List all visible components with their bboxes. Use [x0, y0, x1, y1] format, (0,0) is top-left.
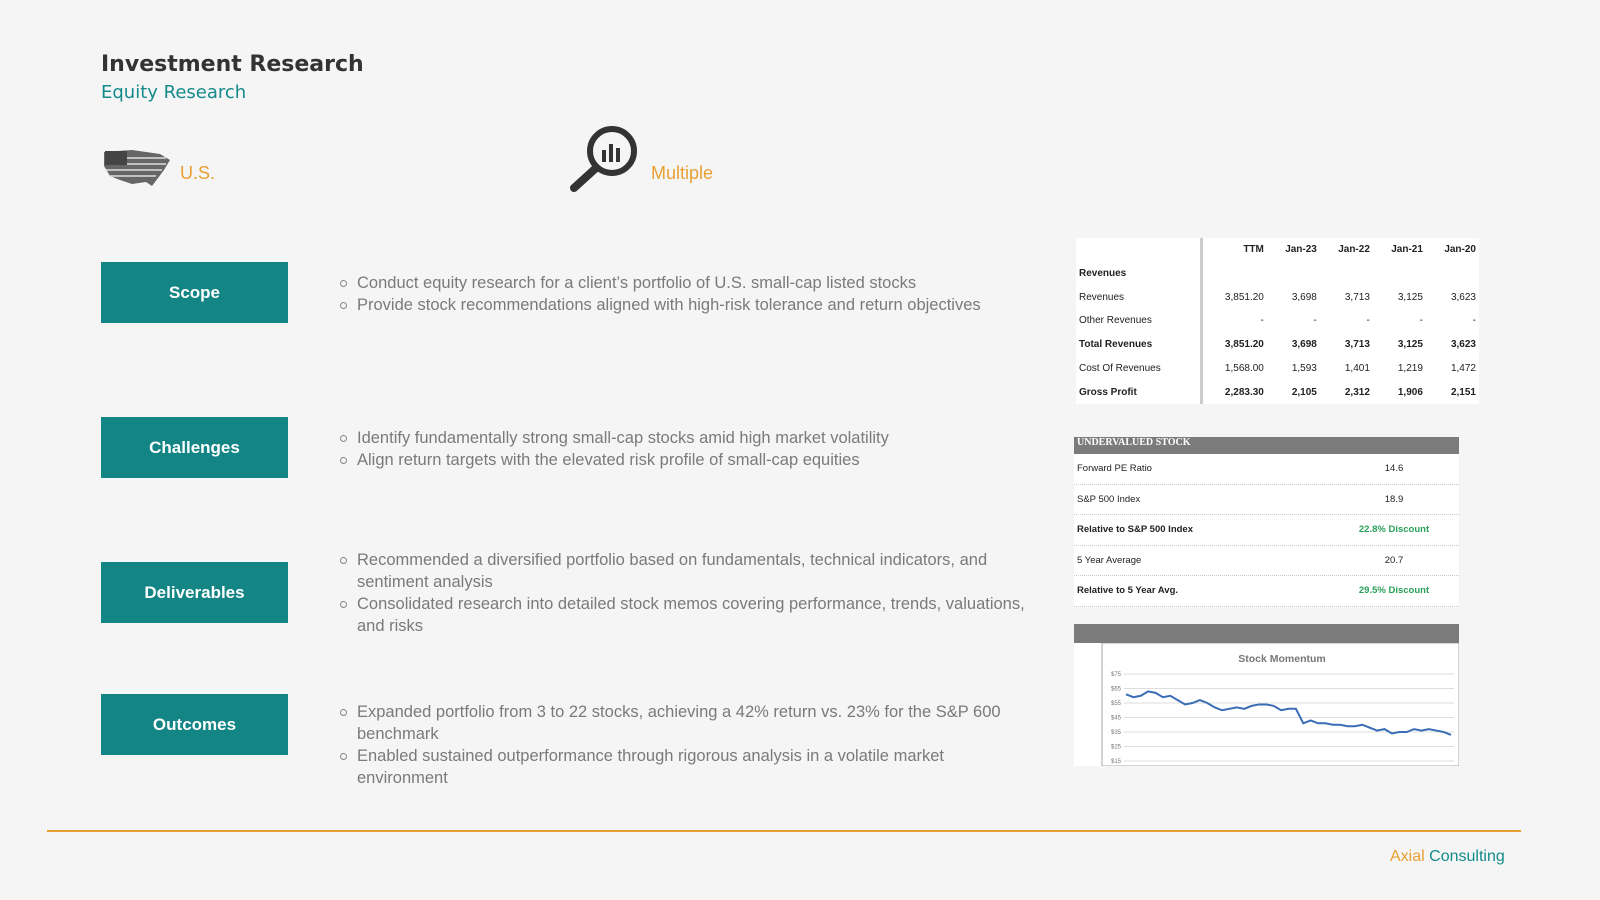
table-cell: Total Revenues	[1076, 333, 1202, 357]
section-label-challenges: Challenges	[101, 417, 288, 478]
y-tick-label: $45	[1111, 715, 1122, 722]
undervalued-row	[1074, 546, 1459, 577]
table-cell	[1373, 262, 1426, 286]
y-tick-label: $55	[1111, 701, 1122, 707]
table-cell: Gross Profit	[1076, 380, 1202, 404]
table-cell: 3,623	[1450, 291, 1476, 303]
table-row	[1076, 309, 1479, 333]
chart-title: Stock Momentum	[1238, 653, 1326, 665]
table-row	[1076, 357, 1479, 381]
table-cell: 1,568.00	[1224, 362, 1264, 374]
table-cell: 1,472	[1450, 362, 1476, 374]
table-cell: 3,851.20	[1224, 339, 1264, 351]
table-cell: -	[1260, 315, 1264, 327]
table-cell: 1,401	[1344, 362, 1370, 374]
section-bullets	[338, 272, 1028, 316]
industry-label: Multiple	[651, 163, 714, 183]
page-subtitle: Equity Research	[101, 82, 247, 103]
table-cell: -	[1366, 315, 1370, 327]
table-cell: Other Revenues	[1076, 309, 1202, 333]
us-map-icon	[102, 148, 172, 192]
table-cell: 2,151	[1450, 386, 1476, 398]
metric-value: 14.6	[1384, 463, 1404, 475]
table-row	[1076, 333, 1479, 357]
table-cell: 3,125	[1397, 291, 1423, 303]
column-header: TTM	[1243, 244, 1264, 256]
y-tick-label: $75	[1111, 672, 1122, 678]
section-bullets	[338, 549, 1028, 637]
column-header: Jan-23	[1285, 244, 1317, 256]
section-label-deliverables: Deliverables	[101, 562, 288, 623]
region-label: U.S.	[180, 163, 216, 183]
table-cell: 2,283.30	[1224, 386, 1264, 398]
undervalued-row	[1074, 576, 1459, 607]
table-cell: 3,698	[1291, 291, 1317, 303]
column-header: Jan-20	[1444, 244, 1476, 256]
table-cell: 3,851.20	[1224, 291, 1264, 303]
table-cell: -	[1472, 315, 1476, 327]
section-bullets	[338, 427, 1028, 471]
table-cell: 3,698	[1291, 339, 1317, 351]
chart-header-bar	[1074, 624, 1459, 643]
undervalued-stock-table	[1074, 437, 1459, 607]
metric-value: 22.8% Discount	[1358, 524, 1430, 536]
table-cell	[1320, 262, 1373, 286]
section-label-scope: Scope	[101, 262, 288, 323]
table-cell: -	[1313, 315, 1317, 327]
section-bullets	[338, 701, 1028, 789]
undervalued-row	[1074, 515, 1459, 546]
table-cell	[1426, 262, 1479, 286]
bullet-item: Identify fundamentally strong small-cap stocks amid high market volatility	[338, 427, 1028, 449]
table-row	[1076, 380, 1479, 404]
metric-label: S&P 500 Index	[1077, 493, 1141, 505]
metric-label: Forward PE Ratio	[1077, 463, 1152, 475]
y-tick-label: $65	[1111, 686, 1122, 693]
undervalued-row	[1074, 485, 1459, 516]
brand-consulting: Consulting	[1429, 848, 1505, 865]
table-cell: 2,312	[1344, 386, 1370, 398]
footer-divider	[47, 830, 1521, 832]
column-header	[1076, 238, 1202, 262]
table-cell: Revenues	[1076, 262, 1202, 286]
y-tick-label: $15	[1111, 759, 1122, 765]
y-tick-label: $35	[1111, 730, 1122, 736]
metric-label: 5 Year Average	[1077, 554, 1142, 566]
table-row	[1076, 262, 1479, 286]
magnifier-chart-icon	[568, 124, 640, 194]
metric-value: 20.7	[1384, 554, 1404, 566]
bullet-item: Consolidated research into detailed stock memos covering performance, trends, valuations, and risks	[338, 593, 1028, 637]
bullet-item: Recommended a diversified portfolio based on fundamentals, technical indicators, and sentiment analysis	[338, 549, 1028, 593]
bullet-item: Expanded portfolio from 3 to 22 stocks, achieving a 42% return vs. 23% for the S&P 600 benchmark	[338, 701, 1028, 745]
table-cell: 1,906	[1397, 386, 1423, 398]
table-row	[1076, 285, 1479, 309]
undervalued-row	[1074, 454, 1459, 485]
table-cell: Cost Of Revenues	[1076, 357, 1202, 381]
table-cell: 1,219	[1397, 362, 1423, 374]
table-cell	[1267, 262, 1320, 286]
section-label-outcomes: Outcomes	[101, 694, 288, 755]
financials-table	[1076, 238, 1479, 404]
stock-momentum-chart	[1074, 624, 1459, 766]
column-header: Jan-21	[1391, 244, 1423, 256]
bullet-item: Align return targets with the elevated risk profile of small-cap equities	[338, 449, 1028, 471]
page-title: Investment Research	[101, 52, 364, 77]
bullet-item: Conduct equity research for a client’s portfolio of U.S. small-cap listed stocks	[338, 272, 1028, 294]
table-cell: 3,713	[1344, 291, 1370, 303]
y-tick-label: $25	[1111, 744, 1122, 751]
bullet-item: Provide stock recommendations aligned with high-risk tolerance and return objectives	[338, 294, 1028, 316]
table-cell: 1,593	[1291, 362, 1317, 374]
metric-label: Relative to 5 Year Avg.	[1077, 585, 1179, 597]
table-cell: Revenues	[1076, 285, 1202, 309]
bullet-item: Enabled sustained outperformance through rigorous analysis in a volatile market environment	[338, 745, 1028, 789]
metric-label: Relative to S&P 500 Index	[1077, 524, 1193, 536]
table-cell: 3,125	[1397, 339, 1423, 351]
undervalued-header: UNDERVALUED STOCK	[1074, 437, 1459, 454]
metric-value: 29.5% Discount	[1358, 585, 1430, 597]
table-cell	[1202, 262, 1267, 286]
brand-axial: Axial	[1390, 848, 1425, 865]
footer-brand	[1390, 848, 1505, 866]
table-cell: 2,105	[1291, 386, 1317, 398]
table-cell: -	[1419, 315, 1423, 327]
column-header: Jan-22	[1338, 244, 1370, 256]
table-cell: 3,713	[1344, 339, 1370, 351]
metric-value: 18.9	[1384, 493, 1404, 505]
table-cell: 3,623	[1450, 339, 1476, 351]
